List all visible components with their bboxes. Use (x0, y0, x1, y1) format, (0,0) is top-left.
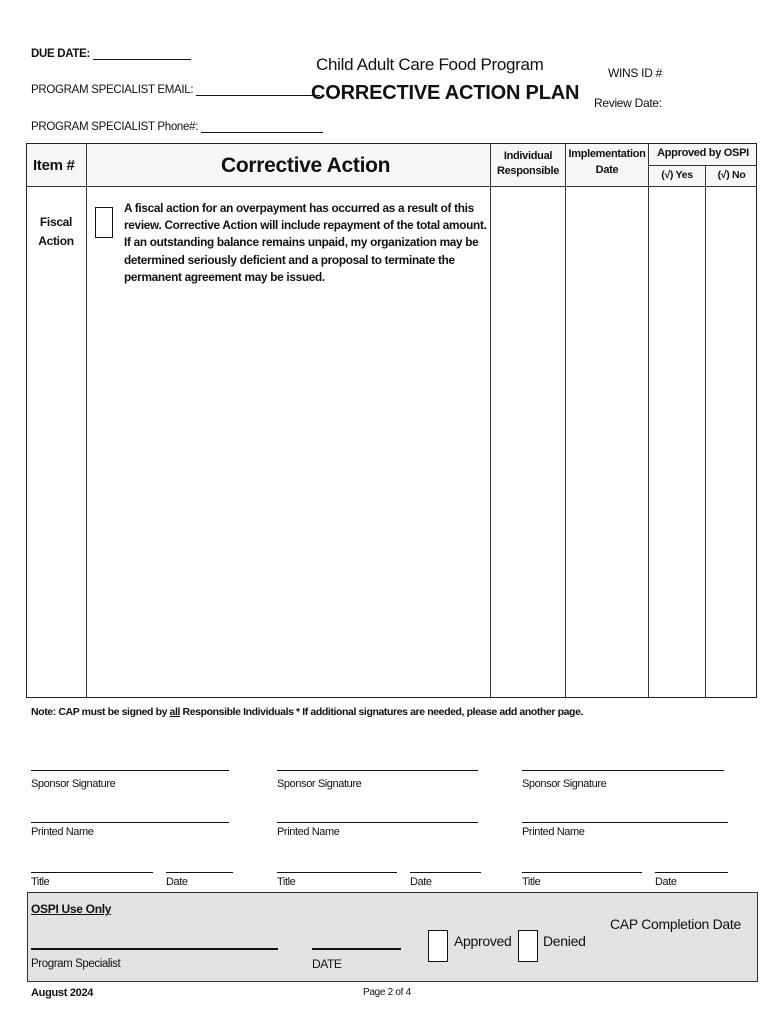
sponsor-signature-label-1: Sponsor Signature (31, 778, 116, 790)
due-date-label: DUE DATE: (31, 48, 91, 60)
col-header-action: Corrective Action (221, 154, 391, 177)
title-label-3: Title (522, 876, 541, 888)
col-header-item: Item # (33, 157, 75, 174)
date-label-1: Date (166, 876, 188, 888)
col-divider-yes-no (705, 165, 706, 698)
printed-name-label-3: Printed Name (522, 826, 585, 838)
title-label-2: Title (277, 876, 296, 888)
printed-name-line-1[interactable] (31, 822, 229, 823)
title-label-1: Title (31, 876, 50, 888)
date-label-3: Date (655, 876, 677, 888)
plan-title: CORRECTIVE ACTION PLAN (311, 82, 580, 104)
date-line-2[interactable] (410, 872, 481, 873)
col-header-approved: Approved by OSPI (657, 147, 749, 159)
date-line-3[interactable] (655, 872, 728, 873)
approved-checkbox[interactable] (428, 930, 448, 962)
denied-checkbox[interactable] (518, 930, 538, 962)
printed-name-label-2: Printed Name (277, 826, 340, 838)
printed-name-line-3[interactable] (522, 822, 728, 823)
denied-label: Denied (543, 933, 586, 949)
specialist-email-label: PROGRAM SPECIALIST EMAIL: (31, 84, 194, 96)
signature-note: Note: CAP must be signed by all Responsible Individuals * If additional signatures are needed, please add another page. (31, 706, 584, 718)
sponsor-signature-label-3: Sponsor Signature (522, 778, 607, 790)
approved-label: Approved (454, 933, 512, 949)
wins-id-label: WINS ID # (608, 66, 662, 80)
title-line-2[interactable] (277, 872, 397, 873)
col-header-no: (√) No (717, 169, 746, 181)
due-date-field (31, 47, 191, 60)
sponsor-signature-label-2: Sponsor Signature (277, 778, 362, 790)
date-line-1[interactable] (166, 872, 233, 873)
program-specialist-label: Program Specialist (31, 958, 121, 970)
col-header-yes: (√) Yes (661, 169, 693, 181)
sponsor-signature-line-3[interactable] (522, 770, 724, 771)
program-specialist-line[interactable] (31, 948, 278, 950)
approved-subheader-divider (648, 165, 757, 166)
specialist-phone-field (31, 120, 323, 133)
sponsor-signature-line-1[interactable] (31, 770, 229, 771)
ospi-date-line[interactable] (312, 948, 401, 950)
due-date-input-line[interactable] (93, 47, 191, 60)
col-divider-individual (565, 143, 566, 698)
fiscal-action-text: A fiscal action for an overpayment has occurred as a result of this review. Corrective Action will include repayment of the total amount. If an outstanding balance remains unpaid, my organization may be determined seriously deficient and a proposal to terminate the permanent agreement may be issued. (124, 201, 487, 284)
printed-name-label-1: Printed Name (31, 826, 94, 838)
ospi-heading: OSPI Use Only (31, 902, 112, 916)
program-title: Child Adult Care Food Program (316, 55, 544, 74)
sponsor-signature-line-2[interactable] (277, 770, 478, 771)
title-line-1[interactable] (31, 872, 153, 873)
review-date-label: Review Date: (594, 96, 662, 110)
footer-page-number: Page 2 of 4 (363, 987, 411, 998)
date-label-2: Date (410, 876, 432, 888)
col-header-implementation: Implementation Date (568, 148, 646, 176)
footer-date: August 2024 (31, 987, 94, 999)
specialist-phone-input-line[interactable] (201, 120, 323, 133)
title-line-3[interactable] (522, 872, 642, 873)
printed-name-line-2[interactable] (277, 822, 478, 823)
cap-completion-date-label: CAP Completion Date (610, 916, 741, 932)
specialist-email-field (31, 83, 320, 96)
fiscal-action-checkbox[interactable] (95, 207, 113, 238)
ospi-use-only-section (27, 892, 758, 982)
col-divider-impl (648, 143, 649, 698)
col-divider-action (490, 143, 491, 698)
ospi-date-label: DATE (312, 957, 342, 971)
col-header-individual: Individual Responsible (496, 150, 560, 177)
col-divider-item (86, 143, 87, 698)
specialist-phone-label: PROGRAM SPECIALIST Phone#: (31, 121, 199, 133)
row-item-label: Fiscal Action (38, 215, 74, 248)
specialist-email-input-line[interactable] (196, 83, 320, 96)
